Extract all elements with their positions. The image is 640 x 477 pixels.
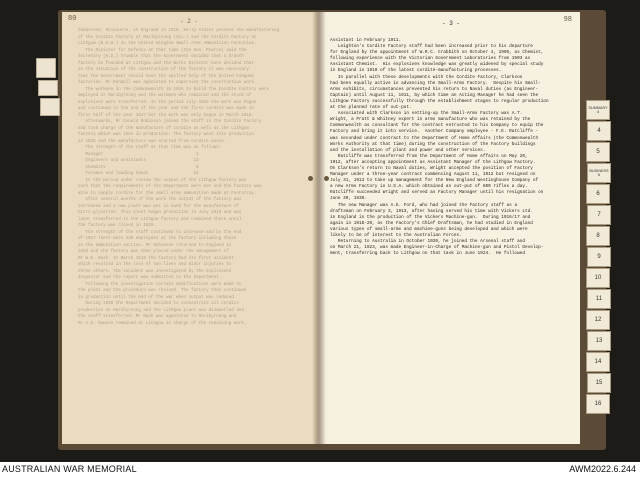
book-gutter (312, 12, 326, 444)
left-page (62, 12, 318, 444)
index-tab[interactable]: 9 (587, 247, 611, 267)
left-tab (38, 80, 58, 96)
index-tab[interactable]: 12 (586, 310, 610, 330)
left-page-text: Chadstone, Melbourne, in England in 1916. Kelly states possess the manufacturing of the Cordite Factory at Maribyrnong (Vic.) and the Cordite Factory at Lithgow (N.S.W.) in the United Kingdom Small Arms Ammunition Factories. The Minister for Defence at that time (the Hon. Pearce) said the Secretary (H.D.) Trumble that the Government decided that a branch factory be founded at Lithgow and the Works Director Gunn decided that in the situation of the construction of the factory it was necessary that the Government should have the skilled help of the United Kingdom factories. Mr Kendall was appointed to supervise the construction work. The workmen in the Commonwealth in 1916 to build the Cordite Factory were employed at Maribyrnong and the workmen who remained and the stock of explosives were transferred. In the period July 1916 the work was begun and continued to the end of the year and the first cordite was made in first half of the year 1917 but the work was only begun in March 1916. Afterwards, Mr Donald Robinson joined the staff in the Cordite Factory and took charge of the manufacture of cordite as well as the Lithgow factory which was then in production. The factory went into production in 1916 and the manufacture was started from cordite paste. The strength of the staff at that time was as follows: Manager 1 Engineers and assistants 12 Chemists 6 Foremen and leading hands 24 In the period under review the output of the Lithgow factory was such that the requirements of the Department were met and the factory was able to supply cordite for the small arms ammunition made at Footscray. After several months of the work the output of the factory was increased and a new plant was put in hand for the manufacture of nitro-glycerine. This plant began production in July 1918 and was later transferred to the Lithgow factory and remained there until the factory was closed in 1920. The strength of the staff continued to increase and by the end of 1917 there were 420 employees at the factory including those in the ammunition section. Mr Robinson returned to England in 1919 and the factory was then placed under the management of Mr W.E. Nash. In March 1919 the factory had its first accident which resulted in the loss of two lives and minor injuries to three others. The incident was investigated by the Explosives Inspector and the report was submitted to the Department. Following the investigation certain modifications were made to the plant and the procedure was revised. The factory then continued in production until the end of the war when output was reduced. During 1920 the Department decided to concentrate all cordite production at Maribyrnong and the Lithgow plant was dismantled and the staff transferred. Mr Nash was appointed to Maribyrnong and Mr A.E. Dawson remained at Lithgow in charge of the remaining work. (78, 29, 280, 326)
right-page-number: 98 (563, 16, 572, 24)
left-page-header: - 2 - (180, 18, 199, 25)
index-tab[interactable]: SUMMARY 4 (586, 100, 610, 120)
left-tab (40, 98, 60, 116)
index-tab[interactable]: 6 (586, 184, 610, 204)
footer-bar (0, 462, 640, 477)
index-tab[interactable]: 14 (586, 352, 610, 372)
right-page-header: - 3 - (442, 20, 461, 27)
right-page-text: Assistant in February 1911. Leighton's Cordite Factory staff had been increased prior to his departure for England by the appointment of W.R.C. Crabbith on October 4, 1909, as Chemist, following experience with the Victorian Government Laboratories from 1903 as Assistant Chemist. His explosives knowledge was greatly widened by special study in England in 1910 of the latest cordite-manufacturing processes. In parallel with these developments with the Cordite Factory, Clarkson had been equally active in advancing the Small-Arms Factory. Despite his Small- Arms exhibits, circumstances prevented his return to Naval duties (as Engineer- Captain) until August 11, 1911, by which time an Acting Manager he had seen the Lithgow Factory successfully through the establishment stages to regular production at the planned rate of out-put. Associated with Clarkson in setting-up the Small-Arms Factory was A.T. Wright, a Pratt & Whitney expert in arms manufacture who was retained by the Commonwealth as consultant for the contract entrusted to his Company to equip the Factory and bring it into service. Another Company employee - F.E. Ratcliffe - was seconded under contract to the Department of Home Affairs (the Commonwealth Works Authority at that time) during the construction of the Factory buildings and the installation of plant and power and other services. Ratcliffe was transferred from the Department of Home Affairs on May 20, 1912, after accepting appointment as Assistant Manager of the Lithgow Factory. On Clarkson's return to Naval duties, Wright accepted the position of Factory Manager under a three-year contract commencing August 11, 1912 but resigned on July 31, 1913 to take up management for the New England Westinghouse Company of a new Arms Factory in U.S.A. which obtained an out-put of 600 rifles a day. Ratcliffe succeeded Wright and served as Factory Manager until his resignation on June 30, 1930. The new Manager was A.E. Ford, who had joined the Factory staff as a draftsman on February 3, 1913, after having served his time with Vickers Ltd. in England in the production of the Vickers Machine-gun. During 1916/17 and again in 1918-20, as the Factory's Chief Draftsman, he had studied in England various types of small-arms and machine-guns being developed and which were likely to be of interest to the Australian Forces. Returning to Australia in October 1920, he joined the Arsenal staff and on March 21, 1923, was made Engineer-in-Charge of Machine-gun and Pistol Develop- ment, transferring back to Lithgow on that task in June 1924. He followed (330, 38, 549, 257)
index-tab[interactable]: 15 (587, 373, 611, 393)
index-tab[interactable]: 10 (586, 268, 610, 288)
binding-hole (324, 176, 329, 181)
left-page-number: 80 (68, 15, 77, 23)
accession-number: AWM2022.6.244 (569, 464, 636, 474)
right-page (318, 12, 580, 444)
index-tab[interactable]: 8 (586, 226, 610, 246)
index-tab[interactable]: 4 (587, 121, 611, 141)
left-tab (36, 58, 56, 78)
index-tab[interactable]: BUSINESS 6 (587, 163, 611, 183)
index-tab[interactable]: 13 (587, 331, 611, 351)
index-tab[interactable]: 7 (587, 205, 611, 225)
binding-hole (308, 176, 313, 181)
index-tab[interactable]: 11 (587, 289, 611, 309)
institution-name: AUSTRALIAN WAR MEMORIAL (2, 464, 137, 474)
index-tab[interactable]: 16 (586, 394, 610, 414)
index-tab[interactable]: 5 (586, 142, 610, 162)
